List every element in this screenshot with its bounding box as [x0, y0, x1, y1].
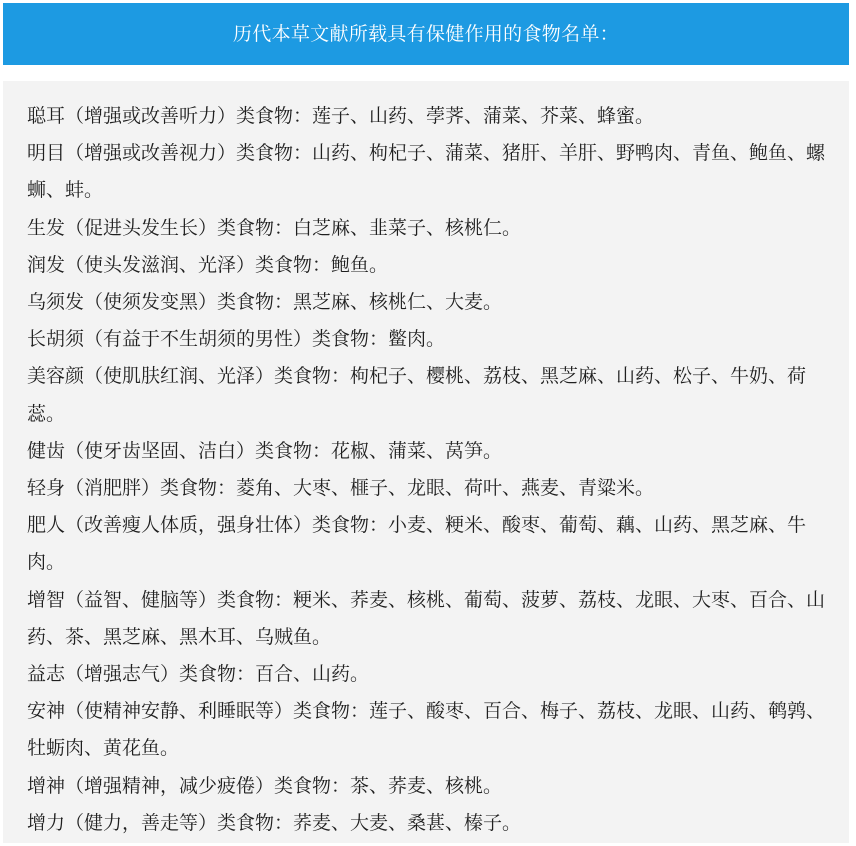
list-item: 生发（促进头发生长）类食物：白芝麻、韭菜子、核桃仁。	[27, 216, 522, 239]
list-item: 健齿（使牙齿坚固、洁白）类食物：花椒、蒲菜、莴笋。	[27, 439, 503, 462]
list-item: 安神（使精神安静、利睡眠等）类食物：莲子、酸枣、百合、梅子、荔枝、龙眼、山药、鹌鹑、牡蛎肉、黄花鱼。	[27, 700, 826, 760]
food-list-panel	[3, 81, 849, 843]
list-item: 增力（健力，善走等）类食物：荞麦、大麦、桑葚、榛子。	[27, 811, 522, 834]
list-item: 轻身（消肥胖）类食物：菱角、大枣、榧子、龙眼、荷叶、燕麦、青粱米。	[27, 477, 655, 500]
list-item: 聪耳（增强或改善听力）类食物：莲子、山药、荸荠、蒲菜、芥菜、蜂蜜。	[27, 105, 655, 127]
list-item: 美容颜（使肌肤红润、光泽）类食物：枸杞子、樱桃、荔枝、黑芝麻、山药、松子、牛奶、荷蕊。	[27, 365, 807, 425]
list-item: 增智（益智、健脑等）类食物：粳米、荞麦、核桃、葡萄、菠萝、荔枝、龙眼、大枣、百合、山药、茶、黑芝麻、黑木耳、乌贼鱼。	[27, 588, 826, 648]
list-item: 润发（使头发滋润、光泽）类食物：鲍鱼。	[27, 253, 389, 276]
list-item: 长胡须（有益于不生胡须的男性）类食物：鳖肉。	[27, 328, 446, 351]
list-item: 益志（增强志气）类食物：百合、山药。	[27, 663, 370, 686]
list-item: 肥人（改善瘦人体质，强身壮体）类食物：小麦、粳米、酸枣、葡萄、藕、山药、黑芝麻、牛肉。	[27, 514, 807, 574]
page-title: 历代本草文献所载具有保健作用的食物名单：	[232, 23, 619, 45]
list-item: 增神（增强精神，减少疲倦）类食物：茶、荞麦、核桃。	[27, 774, 503, 797]
list-item: 乌须发（使须发变黑）类食物：黑芝麻、核桃仁、大麦。	[27, 291, 503, 314]
list-item: 明目（增强或改善视力）类食物：山药、枸杞子、蒲菜、猪肝、羊肝、野鸭肉、青鱼、鲍鱼、螺蛳、蚌。	[27, 142, 826, 202]
list-title-banner	[3, 3, 849, 65]
